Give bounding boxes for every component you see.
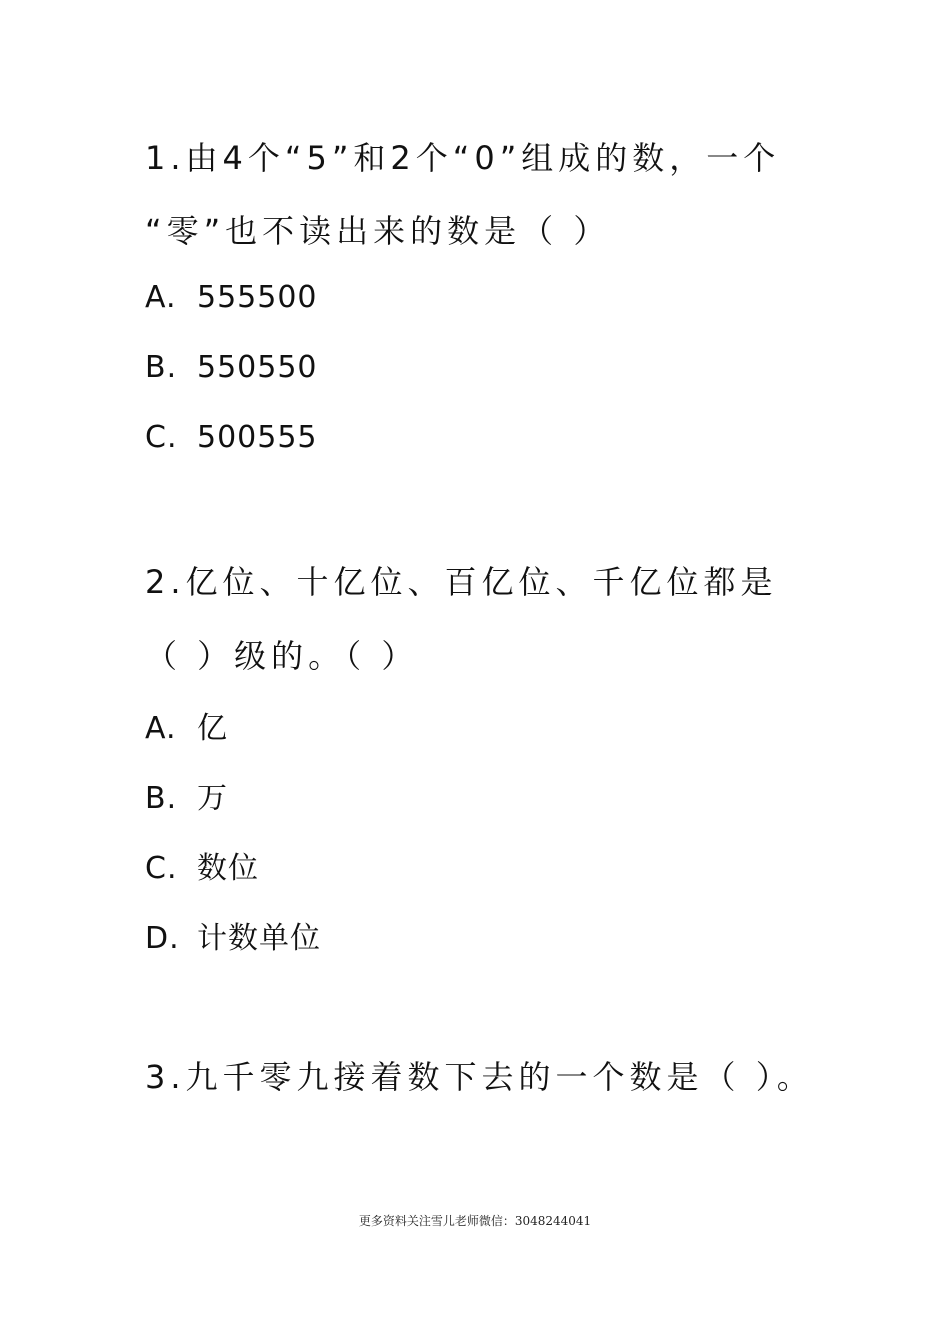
question-1-line-2: “零”也不读出来的数是（ ） (145, 212, 611, 250)
option-letter: A. (145, 711, 177, 746)
option-letter: B. (145, 350, 178, 385)
option-text: 计数单位 (197, 921, 321, 956)
option-letter: C. (145, 420, 178, 455)
question-2-option-c (145, 843, 259, 887)
option-text: 550550 (197, 350, 318, 385)
question-1-option-a (145, 280, 318, 315)
option-letter: D. (145, 921, 180, 956)
question-2-line-2: （ ）级的。（ ） (145, 637, 419, 675)
question-1-line-1: 1.由4个“5”和2个“0”组成的数，一个 (145, 139, 781, 177)
option-letter: C. (145, 851, 178, 886)
option-letter: B. (145, 781, 178, 816)
option-letter: A. (145, 280, 177, 315)
footer-note: 更多资料关注雪儿老师微信：3048244041 (358, 1214, 592, 1228)
question-2-option-b (145, 773, 228, 817)
question-1-option-c (145, 420, 318, 455)
question-2-line-1: 2.亿位、十亿位、百亿位、千亿位都是 (145, 563, 778, 601)
question-1-option-b (145, 350, 318, 385)
option-text: 500555 (197, 420, 318, 455)
option-text: 万 (197, 781, 228, 816)
question-3-line-1: 3.九千零九接着数下去的一个数是（ ）。 (145, 1058, 814, 1096)
option-text: 数位 (197, 851, 259, 886)
option-text: 亿 (197, 711, 228, 746)
question-2-option-a (145, 703, 228, 747)
option-text: 555500 (197, 280, 318, 315)
question-2-option-d (145, 913, 321, 957)
